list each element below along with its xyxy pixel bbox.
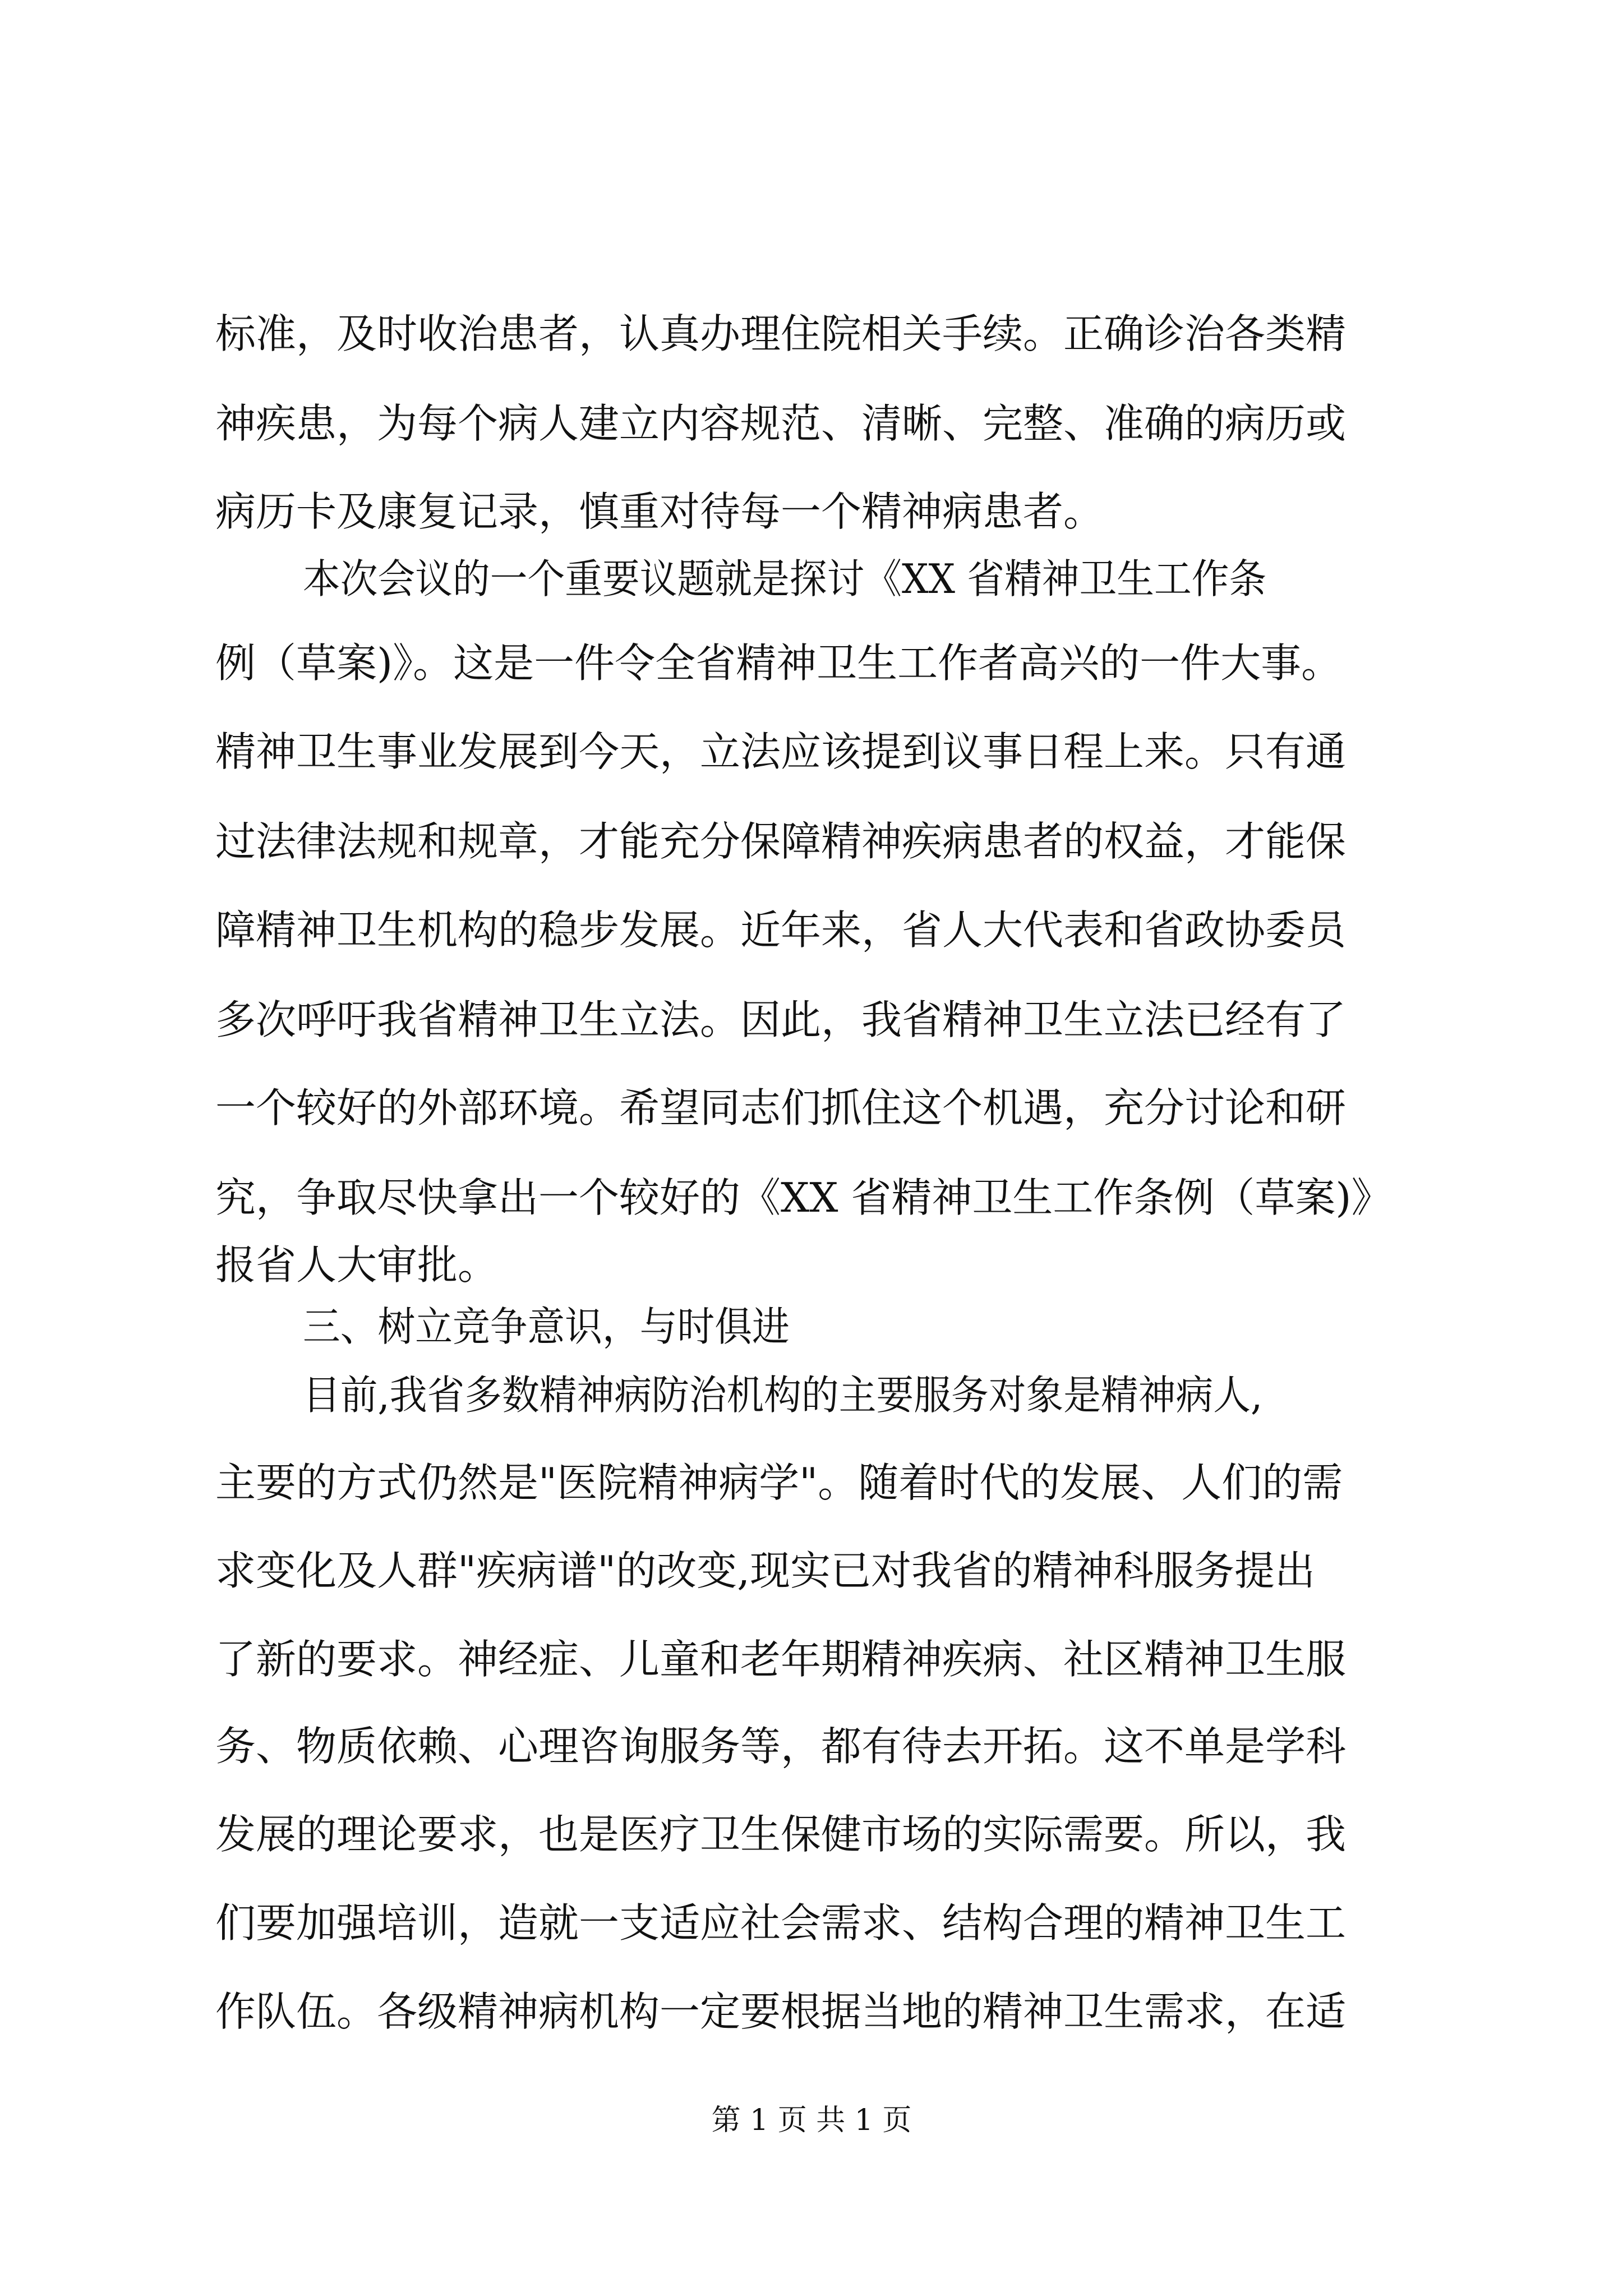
paragraph-start-line: 目前,我省多数精神病防治机构的主要服务对象是精神病人, — [303, 1372, 1263, 1419]
text-line: 例（草案)》。这是一件令全省精神卫生工作者高兴的一件大事。 — [215, 639, 1342, 687]
text-line: 障精神卫生机构的稳步发展。近年来，省人大代表和省政协委员 — [215, 907, 1347, 954]
text-line: 究，争取尽快拿出一个较好的《XX 省精神卫生工作条例（草案)》 — [215, 1174, 1392, 1221]
text-line: 标准，及时收治患者，认真办理住院相关手续。正确诊治各类精 — [215, 310, 1347, 357]
text-line: 一个较好的外部环境。希望同志们抓住这个机遇，充分讨论和研 — [215, 1084, 1347, 1131]
text-line: 过法律法规和规章，才能充分保障精神疾病患者的权益，才能保 — [215, 818, 1347, 865]
text-line: 作队伍。各级精神病机构一定要根据当地的精神卫生需求，在适 — [215, 1988, 1347, 2035]
text-line: 精神卫生事业发展到今天，立法应该提到议事日程上来。只有通 — [215, 728, 1347, 775]
text-line: 求变化及人群"疾病谱"的改变,现实已对我省的精神科服务提出 — [215, 1547, 1316, 1594]
text-line: 病历卡及康复记录，慎重对待每一个精神病患者。 — [215, 488, 1104, 535]
text-line: 务、物质依赖、心理咨询服务等，都有待去开拓。这不单是学科 — [215, 1723, 1347, 1770]
text-line: 神疾患，为每个病人建立内容规范、清晰、完整、准确的病历或 — [215, 400, 1347, 447]
text-line: 们要加强培训，造就一支适应社会需求、结构合理的精神卫生工 — [215, 1899, 1347, 1947]
text-line: 主要的方式仍然是"医院精神病学"。随着时代的发展、人们的需 — [215, 1459, 1343, 1506]
page-footer: 第 1 页 共 1 页 — [711, 2104, 912, 2137]
section-heading: 三、树立竞争意识，与时俱进 — [303, 1303, 790, 1350]
text-line: 发展的理论要求，也是医疗卫生保健市场的实际需要。所以，我 — [215, 1811, 1347, 1858]
text-line: 报省人大审批。 — [215, 1241, 499, 1289]
paragraph-start-line: 本次会议的一个重要议题就是探讨《XX 省精神卫生工作条 — [303, 555, 1267, 602]
text-line: 多次呼吁我省精神卫生立法。因此，我省精神卫生立法已经有了 — [215, 996, 1347, 1043]
text-line: 了新的要求。神经症、儿童和老年期精神疾病、社区精神卫生服 — [215, 1636, 1347, 1683]
